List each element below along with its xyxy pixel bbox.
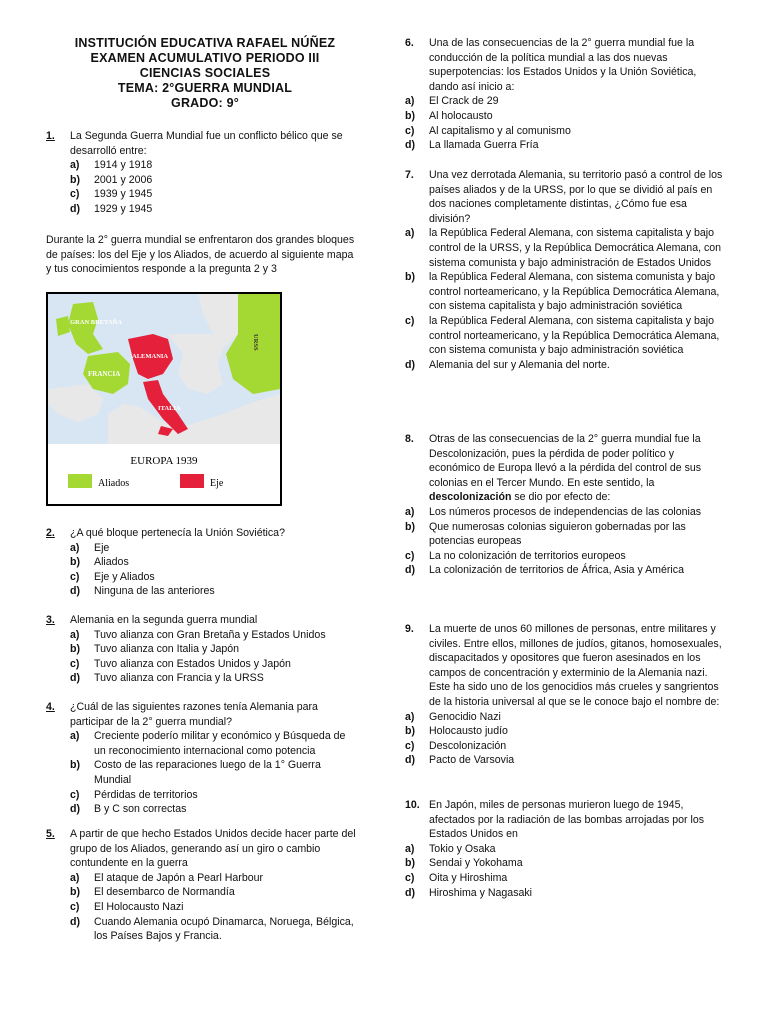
option-d[interactable]: d) Alemania del sur y Alemania del norte. (405, 358, 610, 371)
question-number: 3. (46, 614, 55, 626)
question-number: 8. (405, 433, 414, 445)
question-number: 1. (46, 130, 55, 142)
map-title: EUROPA 1939 (130, 455, 198, 467)
option-b[interactable]: b) Sendai y Yokohama (405, 857, 523, 870)
option-a[interactable]: a) Eje (70, 541, 110, 554)
subject: CIENCIAS SOCIALES (139, 66, 271, 80)
option-c[interactable]: c) Pérdidas de territorios (70, 788, 198, 801)
label-italia: ITALIA (158, 405, 181, 412)
option-c[interactable]: c) Oita y Hiroshima (405, 871, 508, 884)
question-8 (405, 432, 723, 578)
option-b[interactable]: b) Tuvo alianza con Italia y Japón (70, 643, 240, 656)
question-1 (46, 129, 358, 217)
option-d[interactable]: d) B y C son correctas (70, 803, 187, 816)
topic: TEMA: 2°GUERRA MUNDIAL (117, 81, 293, 95)
question-stem: A partir de que hecho Estados Unidos decide hacer parte del grupo de los Aliados, generando así un giro o cambio contundente en la guerra (70, 828, 356, 870)
option-a[interactable]: a) Tokio y Osaka (405, 842, 496, 855)
grade: GRADO: 9° (171, 96, 239, 110)
option-c[interactable]: c) la República Federal Alemana, con sistema capitalista y bajo control norteamericano, y la República Democrática Alemana, con sistema comunista y bajo administración soviética (405, 314, 720, 357)
question-stem: Otras de las consecuencias de la 2° guerra mundial fue la Descolonización, pues la pérdida de poder político y económico de Europa llevó a la pérdida del control de sus colonias en el Tercer Mundo. En este sentido, la descolonización se dio por efecto de: (429, 433, 702, 504)
question-stem: Alemania en la segunda guerra mundial (70, 614, 258, 626)
option-c[interactable]: c) Tuvo alianza con Estados Unidos y Japón (70, 657, 291, 670)
option-b[interactable]: b) Que numerosas colonias siguieron gobernadas por las potencias europeas (405, 520, 686, 548)
option-c[interactable]: c) Al capitalismo y al comunismo (405, 124, 571, 137)
question-number: 10. (405, 799, 420, 811)
option-b[interactable]: b) Al holocausto (405, 109, 493, 122)
exam-title: EXAMEN ACUMULATIVO PERIODO III (90, 51, 320, 65)
option-a[interactable]: a) El ataque de Japón a Pearl Harbour (70, 871, 264, 884)
exam-header (40, 36, 370, 111)
option-a[interactable]: a) Creciente poderío militar y económico y Búsqueda de un reconocimiento internacional como potencia (70, 730, 346, 757)
question-stem: Una vez derrotada Alemania, su territorio pasó a control de los países aliados y de la URSS, por lo que se dividió al país en dos naciones completamente distintas, ¿Cómo fue esa división? (429, 169, 723, 225)
question-stem: Una de las consecuencias de la 2° guerra mundial fue la conducción de la política mundial a las dos nuevas superpotencias: los Estados Unidos y la Unión Soviética, dando así inicio a: (429, 37, 697, 93)
option-a[interactable]: a) Genocidio Nazi (405, 710, 501, 723)
option-a[interactable]: a) Tuvo alianza con Gran Bretaña y Estados Unidos (70, 628, 326, 641)
question-number: 9. (405, 623, 414, 635)
option-b[interactable]: b) Costo de las reparaciones luego de la 1° Guerra Mundial (70, 759, 321, 786)
question-5 (46, 827, 358, 944)
question-2 (46, 526, 358, 599)
keyword-descolonizacion: descolonización (429, 491, 512, 504)
option-a[interactable]: a) la República Federal Alemana, con sistema capitalista y bajo control de la URSS, y la República Democrática Alemana, con sistema comunista y bajo administración de Estados Unidos (405, 227, 722, 269)
legend-label-eje: Eje (210, 478, 224, 489)
option-b[interactable]: b) Holocausto judío (405, 725, 508, 738)
label-alemania: ALEMANIA (132, 353, 169, 360)
option-d[interactable]: d) Tuvo alianza con Francia y la URSS (70, 672, 264, 685)
question-stem: En Japón, miles de personas murieron luego de 1945, afectados por la radiación de las bombas arrojadas por los Estados Unidos en (429, 799, 705, 841)
map-intro-paragraph: Durante la 2° guerra mundial se enfrentaron dos grandes bloques de países: los del Eje y los Aliados, de acuerdo al siguiente mapa y tus conocimientos responde a la pregunta 2 y 3 (46, 234, 355, 276)
question-number: 5. (46, 828, 55, 840)
option-b[interactable]: b) 2001 y 2006 (70, 173, 153, 186)
question-stem: ¿A qué bloque pertenecía la Unión Soviética? (70, 527, 285, 539)
legend-swatch-eje (180, 474, 204, 488)
option-a[interactable]: a) Los números procesos de independencias de las colonias (405, 505, 702, 518)
question-10 (405, 798, 723, 900)
question-stem: La Segunda Guerra Mundial fue un conflicto bélico que se desarrolló entre: (70, 130, 343, 157)
question-number: 2. (46, 527, 55, 539)
option-d[interactable]: d) Ninguna de las anteriores (70, 585, 215, 598)
option-c[interactable]: c) Descolonización (405, 739, 507, 752)
legend-swatch-aliados (68, 474, 92, 488)
option-d[interactable]: d) Hiroshima y Nagasaki (405, 886, 533, 899)
question-number: 6. (405, 37, 414, 49)
option-b[interactable]: b) El desembarco de Normandía (70, 886, 235, 899)
question-7 (405, 168, 723, 372)
option-c[interactable]: c) La no colonización de territorios europeos (405, 549, 626, 562)
option-d[interactable]: d) La colonización de territorios de África, Asia y América (405, 564, 684, 577)
option-d[interactable]: d) 1929 y 1945 (70, 202, 153, 215)
question-stem: ¿Cuál de las siguientes razones tenía Alemania para participar de la 2° guerra mundial? (70, 701, 318, 728)
option-d[interactable]: d) La llamada Guerra Fría (405, 139, 539, 152)
label-francia: FRANCIA (88, 370, 121, 378)
option-c[interactable]: c) El Holocausto Nazi (70, 900, 184, 913)
question-9 (405, 622, 723, 768)
option-a[interactable]: a) 1914 y 1918 (70, 159, 153, 172)
option-a[interactable]: a) El Crack de 29 (405, 95, 499, 108)
question-number: 4. (46, 701, 55, 713)
question-stem: La muerte de unos 60 millones de personas, entre militares y civiles. Entre ellos, millones de judíos, gitanos, homosexuales, discapacitados y opositores que fueron asesinados en los campos de concentración y exterminio de la Alemania nazi. Este ha sido uno de los genocidios más crueles y sangrientos de la historia universal al que se le conoce bajo el nombre de: (429, 623, 722, 708)
option-b[interactable]: b) Aliados (70, 556, 129, 569)
question-number: 7. (405, 169, 414, 181)
option-c[interactable]: c) 1939 y 1945 (70, 188, 153, 201)
question-4 (46, 700, 358, 817)
option-c[interactable]: c) Eje y Aliados (70, 570, 155, 583)
question-3 (46, 613, 358, 686)
label-gran: GRAN BRETAÑA (70, 319, 123, 326)
option-d[interactable]: d) Pacto de Varsovia (405, 754, 515, 767)
legend-label-aliados: Aliados (98, 478, 130, 489)
label-urss: URSS (252, 334, 259, 351)
school-name: INSTITUCIÓN EDUCATIVA RAFAEL NÚÑEZ (74, 36, 336, 50)
option-d[interactable]: d) Cuando Alemania ocupó Dinamarca, Noruega, Bélgica, los Países Bajos y Francia. (70, 915, 354, 943)
europe-1939-map (46, 292, 282, 506)
question-6 (405, 36, 723, 153)
option-b[interactable]: b) la República Federal Alemana, con sistema comunista y bajo control norteamericano, y la República Democrática Alemana, con sistema capitalista y bajo administración soviética (405, 271, 720, 313)
